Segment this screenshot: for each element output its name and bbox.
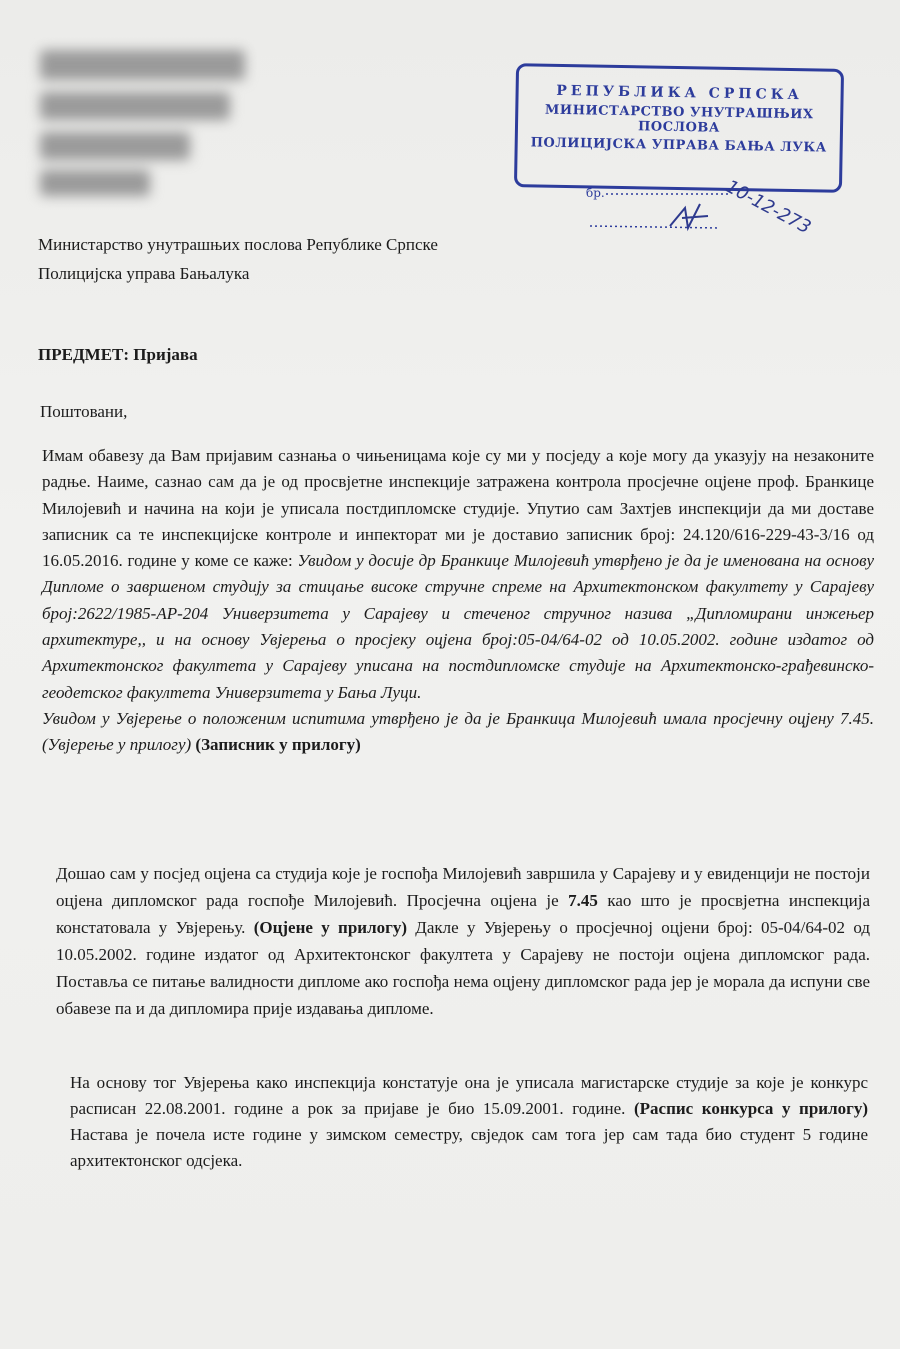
- p2-text-c: Дакле у Увјерењу о просјечној оцјени број: 05-04/64-02 од 10.05.2002. године издатог од Архитектонског факултета у Сарајеву не постоји оцјена дипломског рада. Поставља се питање валидности дипломе ако госпођа нема оцјену дипломског рада јер је морала да испуни све обавезе па и да дипломира прије издавања дипломе.: [56, 918, 870, 1018]
- official-stamp: [514, 63, 844, 193]
- p1-text: Имам обавезу да Вам пријавим сазнања о чињеницама које су ми у посједу а које могу да указују на незаконите радње. Наиме, сазнао сам да је од просвјетне инспекције затражена контрола просјечне оцјене проф. Бранкице Милојевић и начина на који је уписала постдипломске студије. Упутио сам Захтјев инспекцији да ми доставе записник са те инспекцијске контроле и инпекторат ми је доставио записник број: 24.120/616-229-43-3/16 од 16.05.2016. године у коме се каже:: [42, 446, 874, 571]
- stamp-line-2: МИНИСТАРСТВО УНУТРАШЊИХ ПОСЛОВА: [544, 102, 814, 136]
- subject-text: Пријава: [133, 345, 198, 364]
- signature-mark: [660, 196, 720, 241]
- subject-line: [38, 345, 198, 365]
- svg-text:бр.: бр.: [586, 186, 605, 200]
- greeting: Поштовани,: [40, 402, 128, 421]
- subject-label: ПРЕДМЕТ:: [38, 345, 130, 364]
- recipient-line-2: Полицијска управа Бањалука: [38, 264, 250, 283]
- stamp-line-1: РЕПУБЛИКА СРПСКА: [556, 82, 803, 104]
- p2-grade: 7.45: [568, 891, 598, 910]
- p1-attachment-note: (Записник у прилогу): [195, 735, 361, 755]
- p3-text-a: На основу тог Увјерења како инспекција констатује она је уписала магистарске студије за које је конкурс расписан 22.08.2001. године а рок за пријаве је био 15.09.2001. године.: [70, 1073, 868, 1118]
- redacted-sender-block: [40, 50, 245, 200]
- paragraph-2: [56, 860, 870, 1022]
- stamp-line-3: ПОЛИЦИЈСКА УПРАВА БАЊА ЛУКА: [530, 135, 827, 156]
- p3-text-b: Настава је почела исте године у зимском семестру, свједок сам тога јер сам тада био студент 5 године архитектонског одсјека.: [70, 1125, 868, 1170]
- recipient-block: [38, 230, 438, 288]
- p1-quote: Увидом у досије др Бранкице Милојевић утврђено је да је именована на основу Дипломе о завршеном студију за стицање високе стручне спреме на Архитектонском факултету у Сарајеву број:2622/1985-АР-204 Универзитета у Сарајеву и стеченог стручног назива „Дипломирани инжењер архитектуре,, и на основу Увјерења о просјеку оцјена број:05-04/64-02 од 10.05.2002. године издатог од Архитектонског факултета у Сарајеву уписана на постдипломске студије на Архитектонско-грађевинско-геодетског факултета Универзитета у Бања Луци.: [42, 551, 874, 702]
- p2-attachment-note: (Оцјене у прилогу): [253, 918, 407, 937]
- handwritten-date: 10-12-273: [722, 176, 815, 239]
- p2-text-b: као што је просвјетна инспекција констатовала у Увјерењу.: [56, 891, 871, 937]
- p3-attachment-note: (Распис конкурса у прилогу): [634, 1099, 868, 1118]
- paragraph-1: [42, 443, 874, 759]
- p1-quote-2: Увидом у Увјерење о положеним испитима утврђено је да је Бранкица Милојевић имала просјечну оцјену 7.45. (Увјерење у прилогу): [42, 708, 874, 755]
- p2-text-a: Дошао сам у посјед оцјена са студија које је госпођа Милојевић завршила у Сарајеву и у евиденцији не постоји оцјена дипломског рада госпође Милојевић. Просјечна оцјена је: [56, 864, 870, 910]
- paragraph-3: [70, 1070, 868, 1174]
- recipient-line-1: Министарство унутрашњих послова Републике Српске: [38, 235, 438, 254]
